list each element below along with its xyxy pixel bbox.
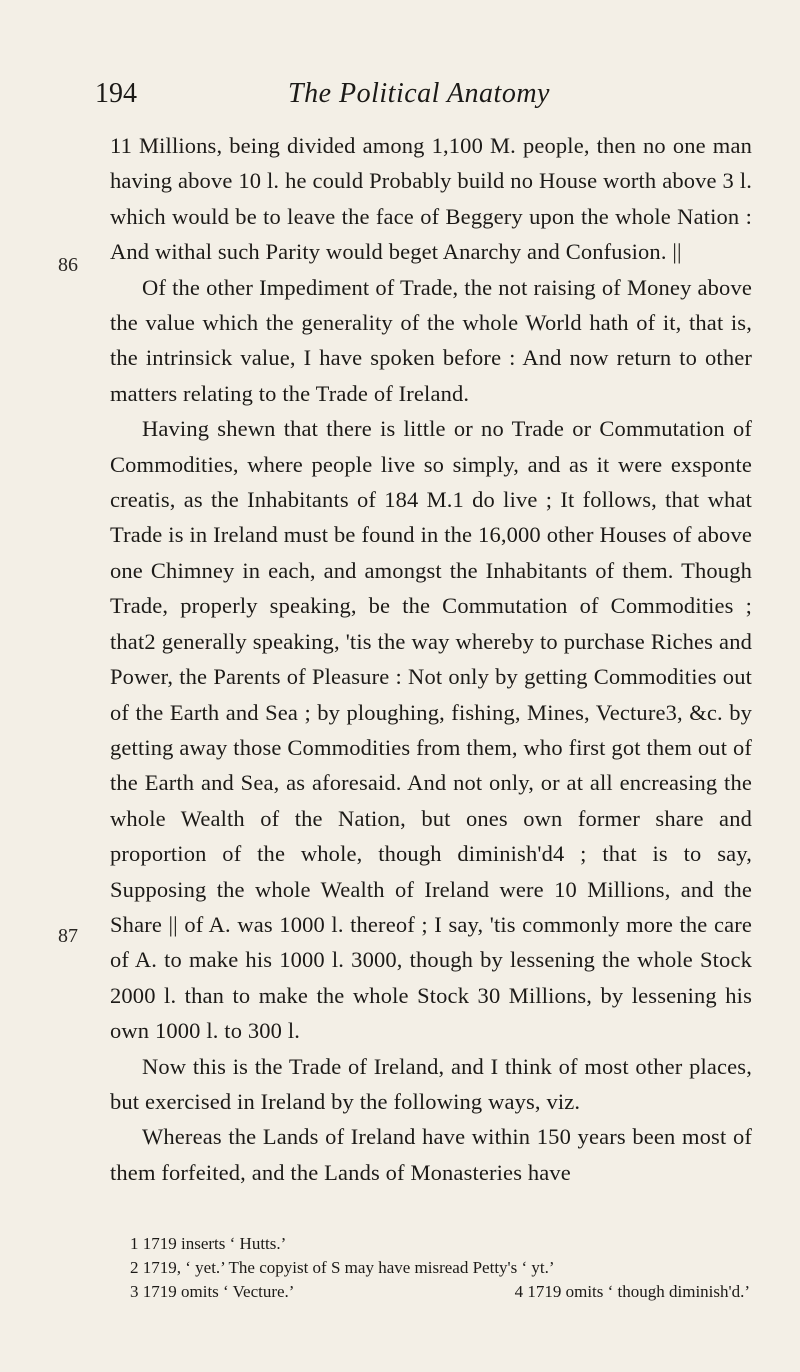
paragraph-4: Now this is the Trade of Ireland, and I think of most other places, but exercised in Ireland by the following ways, viz. [110, 1053, 752, 1114]
footnote-1: 1 1719 inserts ‘ Hutts.’ [130, 1234, 287, 1253]
paragraph-3: Having shewn that there is little or no Trade or Commutation of Commodities, where people live so simply, and as it were exsponte creatis, as the Inhabitants of 184 M.1 do live ; It follows, that what Trade is in Ireland must be found in the 16,000 other Houses of above one Chimney in each, and amongst the Inhabitants of them. Though Trade, properly speaking, be the Commutation of Commodities ; that2 generally speaking, 'tis the way whereby to purchase Riches and Power, the Parents of Pleasure : Not only by getting Commodities out of the Earth and Sea ; by ploughing, fishing, Mines, Vecture3, &c. by getting away those Commodities from them, who first got them out of the Earth and Sea, as aforesaid. And not only, or at all encreasing the whole Wealth of the Nation, but ones own former share and proportion of the whole, though diminish'd4 ; that is to say, Supposing the whole Wealth of Ireland were 10 Millions, and the Share || of A. was 1000 l. thereof ; I say, 'tis commonly more the care of A. to make his 1000 l. 3000, though by lessening the whole Stock 2000 l. than to make the whole Stock 30 Millions, by lessening his own 1000 l. to 300 l. [110, 416, 752, 1044]
margin-number-86: 86 [58, 254, 78, 276]
footnote-row [130, 1280, 750, 1304]
footnote-3: 3 1719 omits ‘ Vecture.’ [130, 1282, 295, 1301]
paragraph-2: Of the other Impediment of Trade, the not raising of Money above the value which the generality of the whole World hath of it, that is, the intrinsick value, I have spoken before : And now return to other matters relating to the Trade of Ireland. [110, 274, 752, 406]
footnotes [130, 1232, 750, 1304]
page-number: 194 [95, 78, 137, 109]
body-text [110, 128, 752, 1190]
paragraph-5: Whereas the Lands of Ireland have within 150 years been most of them forfeited, and the Lands of Monasteries have [110, 1124, 752, 1185]
footnote-2: 2 1719, ‘ yet.’ The copyist of S may have misread Petty's ‘ yt.’ [130, 1258, 555, 1277]
paragraph-1: 11 Millions, being divided among 1,100 M. people, then no one man having above 10 l. he could Probably build no House worth above 3 l. which would be to leave the face of Beggery upon the whole Nation : And withal such Parity would beget Anarchy and Confusion. || [110, 133, 752, 265]
running-title: The Political Anatomy [288, 78, 550, 109]
footnote-4: 4 1719 omits ‘ though diminish'd.’ [514, 1282, 750, 1301]
running-head [95, 78, 743, 112]
margin-number-87: 87 [58, 925, 78, 947]
